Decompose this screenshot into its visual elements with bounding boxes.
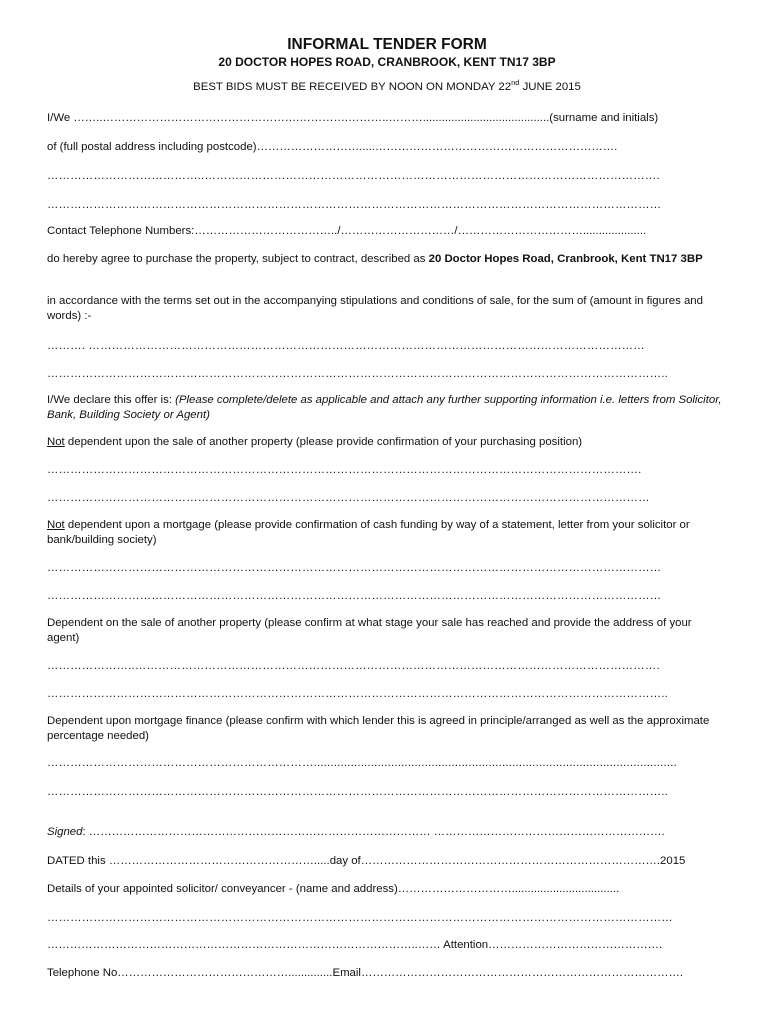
solicitor-label: Details of your appointed solicitor/ conveyancer - (name and address): [47, 883, 398, 895]
telephone-email-row[interactable]: [47, 966, 727, 981]
option-1-text: dependent upon the sale of another property (please provide confirmation of your purchasing position): [64, 436, 583, 448]
deadline-text: BEST BIDS MUST BE RECEIVED BY NOON ON MONDAY 22: [193, 81, 512, 93]
option-3-line-1[interactable]: …………………..……………………………………………………………………………………………………………………….: [47, 660, 660, 672]
dated-dots-month[interactable]: …………………………………………………………………….: [360, 855, 661, 867]
option-1-line-1[interactable]: ……………………………………………………………………………………………………………………………………….: [47, 464, 642, 476]
attention-dots[interactable]: ……………………………………….: [488, 939, 663, 951]
telephone-dots[interactable]: ………………………………………..............: [117, 967, 333, 979]
option-1-line-2[interactable]: …………………………………………………………………………………………………………………………………………: [47, 492, 650, 504]
dated-dots-day[interactable]: ……………………………………………….....: [108, 855, 330, 867]
property-address-heading: 20 DOCTOR HOPES ROAD, CRANBROOK, KENT TN17 3BP: [218, 55, 556, 69]
option-4-line-1[interactable]: ……………………………………………………………............................................................................................................: [47, 757, 677, 769]
signed-label: Signed: [47, 826, 83, 838]
agree-property: 20 Doctor Hopes Road, Cranbrook, Kent TN17 3BP: [428, 253, 703, 265]
dated-label: DATED this: [47, 855, 109, 867]
address-blank-line-2[interactable]: ……………………………………………………………………………………………………………………………………………: [47, 199, 662, 211]
option-3-line-2[interactable]: ……………………………………………………………………………………………………………………………………………..: [47, 688, 669, 700]
iwe-label: I/We: [47, 112, 71, 124]
option-dependent-mortgage: Dependent upon mortgage finance (please confirm with which lender this is agreed in principle/arranged as well as the approximate percentage needed): [47, 715, 710, 742]
solicitor-dots[interactable]: …………………………..................................: [397, 883, 620, 895]
phone-row[interactable]: [47, 224, 727, 239]
email-dots[interactable]: ………………………………………………………………………….: [360, 967, 684, 979]
option-1-not: Not: [47, 436, 65, 448]
option-2-not: Not: [47, 519, 65, 531]
postal-address-row[interactable]: [47, 140, 727, 155]
attention-label: Attention: [440, 939, 489, 951]
phone-label: Contact Telephone Numbers:: [47, 225, 195, 237]
option-not-dependent-mortgage: [47, 518, 727, 547]
attention-row[interactable]: [47, 938, 727, 953]
form-title: INFORMAL TENDER FORM: [287, 36, 487, 53]
agree-text: do hereby agree to purchase the property, subject to contract, described as: [47, 253, 429, 265]
option-not-dependent-sale: [47, 435, 727, 450]
iwe-suffix: (surname and initials): [549, 112, 659, 124]
option-dependent-sale: Dependent on the sale of another property (please confirm at what stage your sale has reached and provide the address of your agent): [47, 617, 692, 644]
dated-year: 2015: [660, 855, 686, 867]
amount-line-1[interactable]: ………. ………………………………………………………………………………………………………………………………: [47, 340, 645, 352]
email-label: Email: [332, 967, 361, 979]
solicitor-line-1[interactable]: ………………………………………………………………………………………………………………………………………………: [47, 912, 673, 924]
signed-row[interactable]: [47, 825, 727, 840]
agree-paragraph: [47, 252, 727, 267]
address-blank-line-1[interactable]: …………………………………..……………………………………………………………………………………………………….: [47, 170, 660, 182]
dated-day-of: day of: [329, 855, 361, 867]
option-2-line-1[interactable]: ……………………………………………………………………………………………………………………………………………: [47, 562, 662, 574]
option-2-text: dependent upon a mortgage (please provide confirmation of cash funding by way of a statement, letter from your solicitor or bank/building society): [47, 519, 690, 546]
phone-dots[interactable]: ………………………………../…………………………/……………………………....................: [194, 225, 647, 237]
option-4-line-2[interactable]: ……………………………………………………………………………………………………………………………………………..: [47, 786, 669, 798]
iwe-row[interactable]: [47, 111, 727, 126]
dated-row[interactable]: [47, 854, 727, 869]
declare-text: I/We declare this offer is:: [47, 394, 176, 406]
postal-address-dots[interactable]: ……………………….....……………………………………………………….: [256, 141, 618, 153]
declare-instructions: (Please complete/delete as applicable and attach any further supporting information i.e. letters from Solicitor, Bank, Building Society or Agent): [47, 394, 722, 421]
deadline-month: JUNE 2015: [519, 81, 581, 93]
signed-dots[interactable]: : ……………………………………………………………………………… …………………………………………………….: [82, 826, 665, 838]
solicitor-row[interactable]: [47, 882, 727, 897]
solicitor-line-2[interactable]: ……………………………………………………………………………………..……: [47, 939, 441, 951]
terms-paragraph: in accordance with the terms set out in the accompanying stipulations and conditions of sale, for the sum of (amount in figures and words) :-: [47, 295, 703, 322]
tender-form-page: [47, 36, 727, 979]
postal-address-label: of (full postal address including postcode): [47, 141, 257, 153]
declare-paragraph: [47, 393, 727, 422]
amount-line-2[interactable]: ……………………………………………………………………………………………………………………………………………..: [47, 368, 669, 380]
option-2-line-2[interactable]: ……………………………………………………………………………………………………………………………………………: [47, 590, 662, 602]
iwe-dots[interactable]: ……..…………………………………………….………….………..………........................................: [70, 112, 550, 124]
deadline-notice: [47, 80, 727, 95]
deadline-superscript: nd: [511, 78, 520, 87]
telephone-label: Telephone No: [47, 967, 118, 979]
